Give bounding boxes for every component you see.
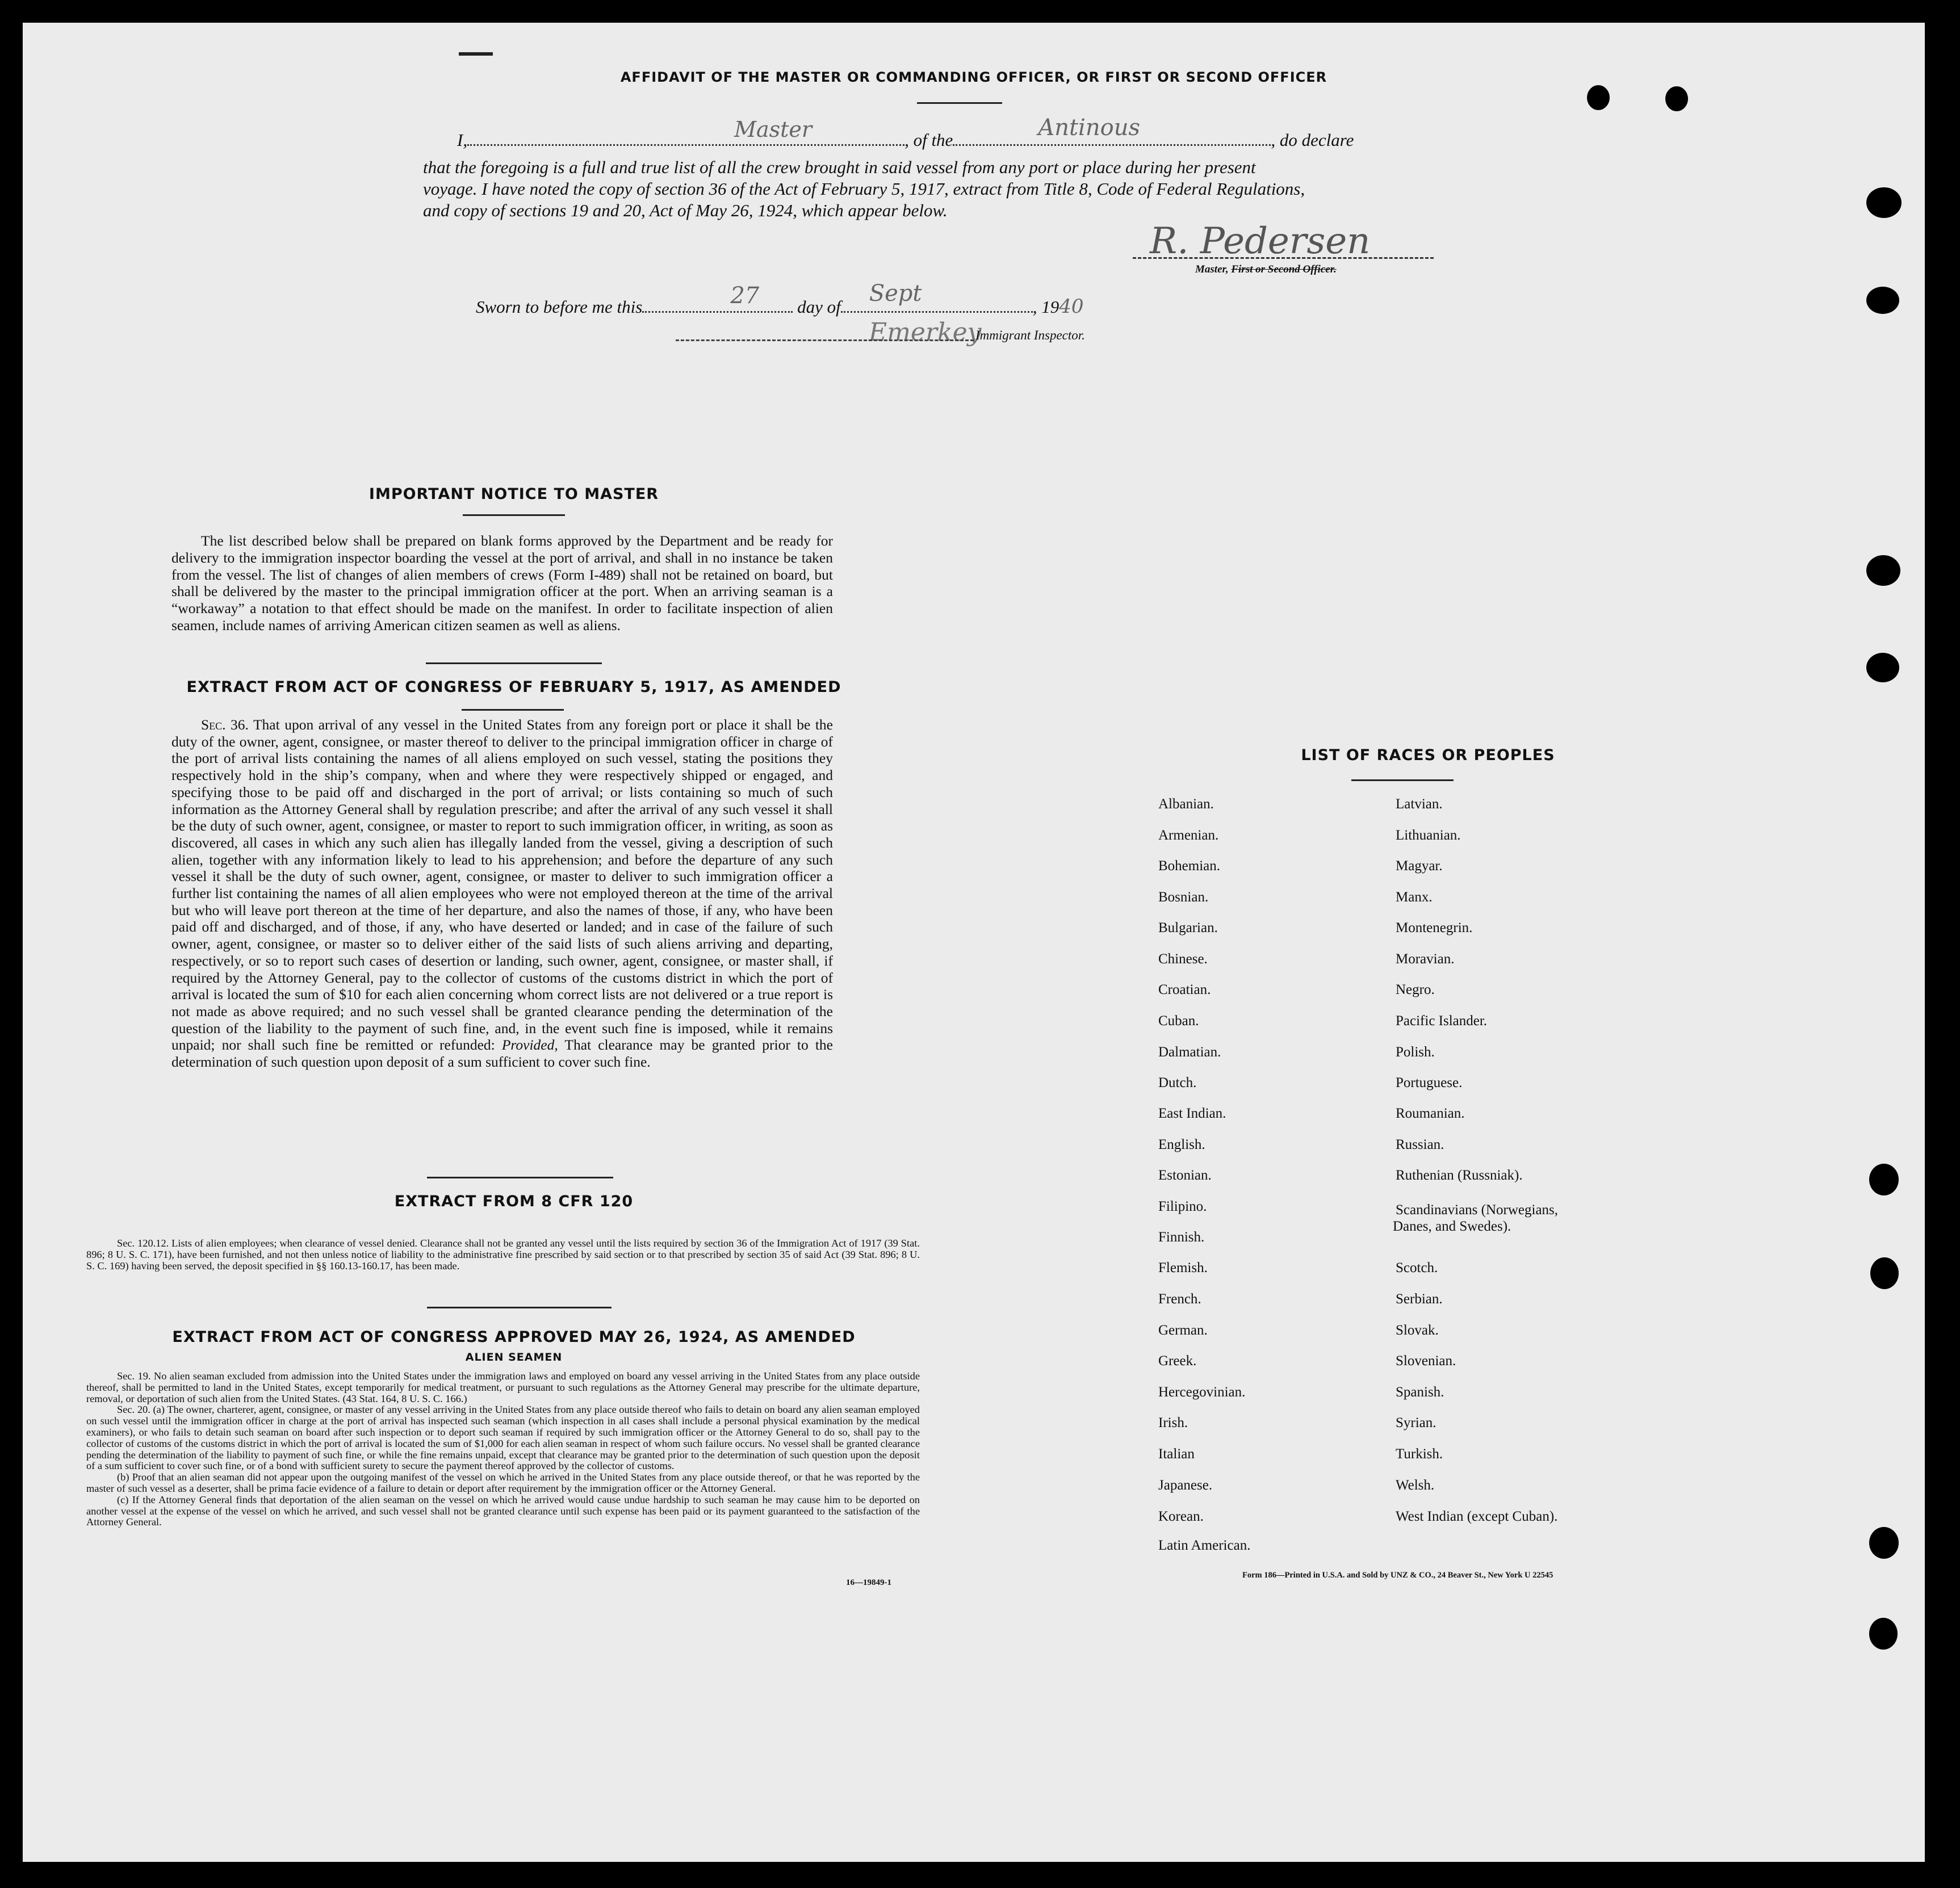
master-signature: R. Pedersen <box>1150 220 1371 262</box>
race-item: Japanese. <box>1158 1478 1213 1493</box>
race-item: Serbian. <box>1396 1291 1443 1307</box>
race-item: East Indian. <box>1158 1106 1226 1121</box>
race-item: Albanian. <box>1158 796 1214 812</box>
sec-20a-text: Sec. 20. (a) The owner, charterer, agent, consignee, or master of any vessel arriving in the United States from any place outside thereof who fails to detain on board any alien seaman employed on such vessel until the immigration officer in charge at the port of arrival has inspected such seaman (which inspection in all cases shall include a personal physical examination by the medical examiners), or who fails to detain such seaman on board after such inspection or to deport such seaman if required by such immigration officer or the Attorney General to do so, shall pay to the collector of customs of the customs district in which the port of arrival is located the sum of $1,000 for each alien seaman in respect of whom such failure occurs. No vessel shall be granted clearance pending the determination of the liability to payment of such fine, or while the fine remains unpaid, except that clearance may be granted prior to the determination of such question upon the deposit of a sum sufficient to cover such fine, or of a bond with sufficient surety to secure the payment thereof approved by the collector of customs. <box>86 1404 920 1472</box>
affidavit-title: AFFIDAVIT OF THE MASTER OR COMMANDING OFFICER, OR FIRST OR SECOND OFFICER <box>620 69 1327 85</box>
master-label: Master, <box>1195 263 1229 275</box>
extract-1924-subtitle: ALIEN SEAMEN <box>465 1351 563 1363</box>
race-item: Moravian. <box>1396 951 1455 967</box>
struck-officer-label: First or Second Officer. <box>1231 263 1337 275</box>
extract-1924-title: EXTRACT FROM ACT OF CONGRESS APPROVED MAY 26, 1924, AS AMENDED <box>172 1328 856 1346</box>
sworn-prefix: Sworn to before me this <box>476 297 643 317</box>
of-the-label: , of the <box>904 130 953 150</box>
race-item: Filipino. <box>1158 1199 1207 1214</box>
race-item: Magyar. <box>1396 858 1443 874</box>
inspector-dotted-line <box>676 339 974 341</box>
binder-hole <box>1866 187 1902 218</box>
race-item-continuation: Danes, and Swedes). <box>1393 1219 1511 1234</box>
race-item: Negro. <box>1396 982 1435 997</box>
binder-hole <box>1866 287 1899 314</box>
sec-19-text: Sec. 19. No alien seaman excluded from admission into the United States under the immigration laws and employed on board any vessel arriving in the United States from any place outside thereof, shall be permitted to land in the United States, except temporarily for medical treatment, or pursuant to such regulations as the Attorney General may prescribe for the ultimate departure, removal, or deportation of such alien from the United States. (43 Stat. 164, 8 U. S. C. 166.) <box>86 1370 920 1404</box>
race-item: Latvian. <box>1396 796 1443 812</box>
provided-label: Provided, <box>501 1037 558 1054</box>
sec-36-text: That upon arrival of any vessel in the United States from any foreign port or place it shall be the duty of the owner, agent, consignee, or master thereof to deliver to the principal immigration officer in charge of the port of arrival lists containing the names of all aliens employed on such vessel, stating the positions they respectively hold in the ship’s company, when and where they were respectively shipped or engaged, and specifying those to be paid off and discharged in the port of arrival; or lists containing so much of such information as the Attorney General shall by regulation prescribe; and after the arrival of any such vessel it shall be the duty of such owner, agent, consignee, or master to report to such immigration officer, in writing, as soon as discovered, all cases in which any such alien has illegally landed from the vessel, giving a description of such alien, together with any information likely to lead to his apprehension; and before the departure of any such vessel it shall be the duty of such owner, agent, consignee, or master to deliver to such immigration officer a further list containing the names of all alien employees who were not employed thereon at the time of the arrival but who will leave port thereon at the time of her departure, and also the names of those, if any, who have been paid off and discharged, and of those, if any, who have deserted or landed; and in case of the failure of such owner, agent, consignee, or master so to deliver either of the said lists of such aliens arriving and departing, respectively, or so to report such cases of desertion or landing, such owner, agent, consignee, or master shall, if required by the Attorney General, pay to the collector of customs of the customs district in which the port of arrival is located the sum of $10 for each alien concerning whom correct lists are not delivered or a true report is not made as above required; and no such vessel shall be granted clearance pending the determination of the question of the liability to the payment of such fine, and, in the event such fine is imposed, while it remains unpaid; nor shall such fine be remitted or refunded: <box>171 716 834 1054</box>
year-prefix: , 19 <box>1032 297 1059 317</box>
month-blank <box>841 280 1033 313</box>
extract-1917-underline <box>462 709 564 711</box>
races-underline <box>1351 779 1454 781</box>
race-item: Slovenian. <box>1396 1353 1456 1369</box>
document-page <box>23 23 1925 1862</box>
sec-20c-text: (c) If the Attorney General finds that deportation of the alien seaman on the vessel on which he arrived would cause undue hardship to such seaman he may cause him to be deported on another vessel at the expense of the vessel on which he arrived, and such vessel shall not be granted clearance until such expense has been paid or its payment guaranteed to the satisfaction of the Attorney General. <box>86 1493 920 1528</box>
sec-36-label: Sec. 36. <box>201 716 249 733</box>
master-label-line <box>1195 263 1337 276</box>
notice-title: IMPORTANT NOTICE TO MASTER <box>368 485 659 503</box>
race-item: Polish. <box>1396 1044 1435 1060</box>
race-item: Turkish. <box>1396 1446 1443 1462</box>
binder-hole <box>1866 555 1900 586</box>
section-divider <box>426 662 602 664</box>
top-mark <box>459 52 493 56</box>
race-item: Bosnian. <box>1158 890 1209 905</box>
race-item: Italian <box>1158 1446 1195 1462</box>
race-item: Greek. <box>1158 1353 1197 1369</box>
race-item: Bulgarian. <box>1158 920 1218 935</box>
declarant-prefix: I, <box>457 130 468 150</box>
declaration-body-line: voyage. I have noted the copy of section 36 of the Act of February 5, 1917, extract from Title 8, Code of Federal Regulations, <box>423 179 1305 199</box>
notice-underline <box>463 514 565 516</box>
declarant-handwritten: Master <box>734 117 813 142</box>
binder-hole <box>1869 1164 1899 1195</box>
race-item: Finnish. <box>1158 1230 1205 1245</box>
race-item: Pacific Islander. <box>1396 1013 1488 1029</box>
binder-hole <box>1869 1527 1899 1559</box>
race-item: Syrian. <box>1396 1415 1437 1430</box>
race-item: German. <box>1158 1323 1208 1338</box>
race-item: French. <box>1158 1291 1201 1307</box>
binder-hole <box>1869 1618 1898 1650</box>
cfr-body: Sec. 120.12. Lists of alien employees; when clearance of vessel denied. Clearance shall not be granted any vessel until the lists required by section 36 of the Immigration Act of 1917 (39 Stat. 896; 8 U. S. C. 171), have been furnished, and not then unless notice of liability to the administrative fine prescribed by said section or to that prescribed by section 35 of said Act (39 Stat. 896; 8 U. S. C. 169) having been served, the deposit specified in §§ 160.13-160.17, has been made. <box>86 1237 920 1272</box>
extract-1924-body <box>86 1371 920 1528</box>
vessel-blank <box>953 115 1271 146</box>
race-item: Latin American. <box>1158 1538 1251 1553</box>
vessel-handwritten: Antinous <box>1038 115 1140 141</box>
race-item: Hercegovinian. <box>1158 1384 1246 1400</box>
signature-dotted-line <box>1133 257 1434 259</box>
race-item: Scandinavians (Norwegians, <box>1396 1202 1559 1218</box>
inspector-signature: Emerkey <box>869 318 982 347</box>
sworn-line <box>476 280 1084 318</box>
race-item: Cuban. <box>1158 1013 1199 1029</box>
race-item: Bohemian. <box>1158 858 1221 874</box>
race-item: English. <box>1158 1137 1205 1152</box>
race-item: Chinese. <box>1158 951 1208 967</box>
race-item: Manx. <box>1396 890 1433 905</box>
race-item: Lithuanian. <box>1396 828 1461 843</box>
extract-1917-body <box>171 716 833 1071</box>
declaration-body-line: that the foregoing is a full and true list of all the crew brought in said vessel from any port or place during her present <box>423 157 1256 177</box>
cfr-title: EXTRACT FROM 8 CFR 120 <box>394 1193 634 1210</box>
race-item: Flemish. <box>1158 1260 1208 1276</box>
declaration-body <box>423 157 1513 221</box>
race-item: West Indian (except Cuban). <box>1396 1509 1558 1524</box>
notice-body: The list described below shall be prepared on blank forms approved by the Department and be ready for delivery to the immigration inspector boarding the vessel at the port of arrival, and shall in no instance be taken from the vessel. The list of changes of alien members of crews (Form I-489) shall not be retained on board, but shall be delivered by the master to the principal immigration officer at the port. When an arriving seaman is a “workaway” a notation to that effect should be made on the manifest. In order to facilitate inspection of alien seamen, include names of arriving American citizen seamen as well as aliens. <box>171 532 833 633</box>
declarant-blank <box>467 117 904 146</box>
sworn-year: 40 <box>1059 295 1084 318</box>
section-divider <box>427 1307 612 1308</box>
title-underline <box>917 102 1002 104</box>
race-item: Scotch. <box>1396 1260 1438 1276</box>
section-divider <box>427 1177 613 1178</box>
sec-20b-text: (b) Proof that an alien seaman did not appear upon the outgoing manifest of the vessel on which he arrived in the United States from any place outside thereof, or that he was reported by the master of such vessel as a deserter, shall be prima facie evidence of a failure to detain or deport after requirement by the immigration officer or the Attorney General. <box>86 1471 920 1494</box>
form-number: 16—19849-1 <box>846 1578 891 1587</box>
day-blank <box>642 283 793 313</box>
race-item: Roumanian. <box>1396 1106 1465 1121</box>
declaration-body-line: and copy of sections 19 and 20, Act of May 26, 1924, which appear below. <box>423 200 948 220</box>
do-declare-label: , do declare <box>1271 130 1354 150</box>
race-item: Slovak. <box>1396 1323 1439 1338</box>
race-item: Irish. <box>1158 1415 1188 1430</box>
inspector-label: Immigrant Inspector. <box>975 328 1085 342</box>
binder-hole <box>1870 1257 1899 1289</box>
race-item: Spanish. <box>1396 1384 1444 1400</box>
sec-36-proviso: That clearance may be granted prior to the determination of such question upon deposit of a sum sufficient to cover such fine. <box>171 1037 833 1071</box>
binder-hole <box>1587 85 1610 110</box>
day-of-label: day of <box>797 297 841 317</box>
race-item: Dalmatian. <box>1158 1044 1221 1060</box>
sworn-day: 27 <box>730 283 760 309</box>
binder-hole <box>1866 653 1899 682</box>
race-item: Estonian. <box>1158 1168 1212 1183</box>
sworn-month: Sept <box>869 280 922 307</box>
race-item: Dutch. <box>1158 1075 1197 1090</box>
race-item: Montenegrin. <box>1396 920 1473 935</box>
race-item: Croatian. <box>1158 982 1211 997</box>
race-item: Portuguese. <box>1396 1075 1463 1090</box>
race-item: Korean. <box>1158 1509 1204 1524</box>
race-item: Russian. <box>1396 1137 1444 1152</box>
race-item: Armenian. <box>1158 828 1219 843</box>
declaration-line <box>457 115 1513 150</box>
extract-1917-title: EXTRACT FROM ACT OF CONGRESS OF FEBRUARY 5, 1917, AS AMENDED <box>186 678 841 696</box>
races-title: LIST OF RACES OR PEOPLES <box>1301 746 1555 764</box>
race-item: Welsh. <box>1396 1478 1435 1493</box>
race-item: Ruthenian (Russniak). <box>1396 1168 1523 1183</box>
form-footer: Form 186—Printed in U.S.A. and Sold by UNZ & CO., 24 Beaver St., New York U 22545 <box>1242 1571 1553 1580</box>
binder-hole <box>1665 86 1688 111</box>
